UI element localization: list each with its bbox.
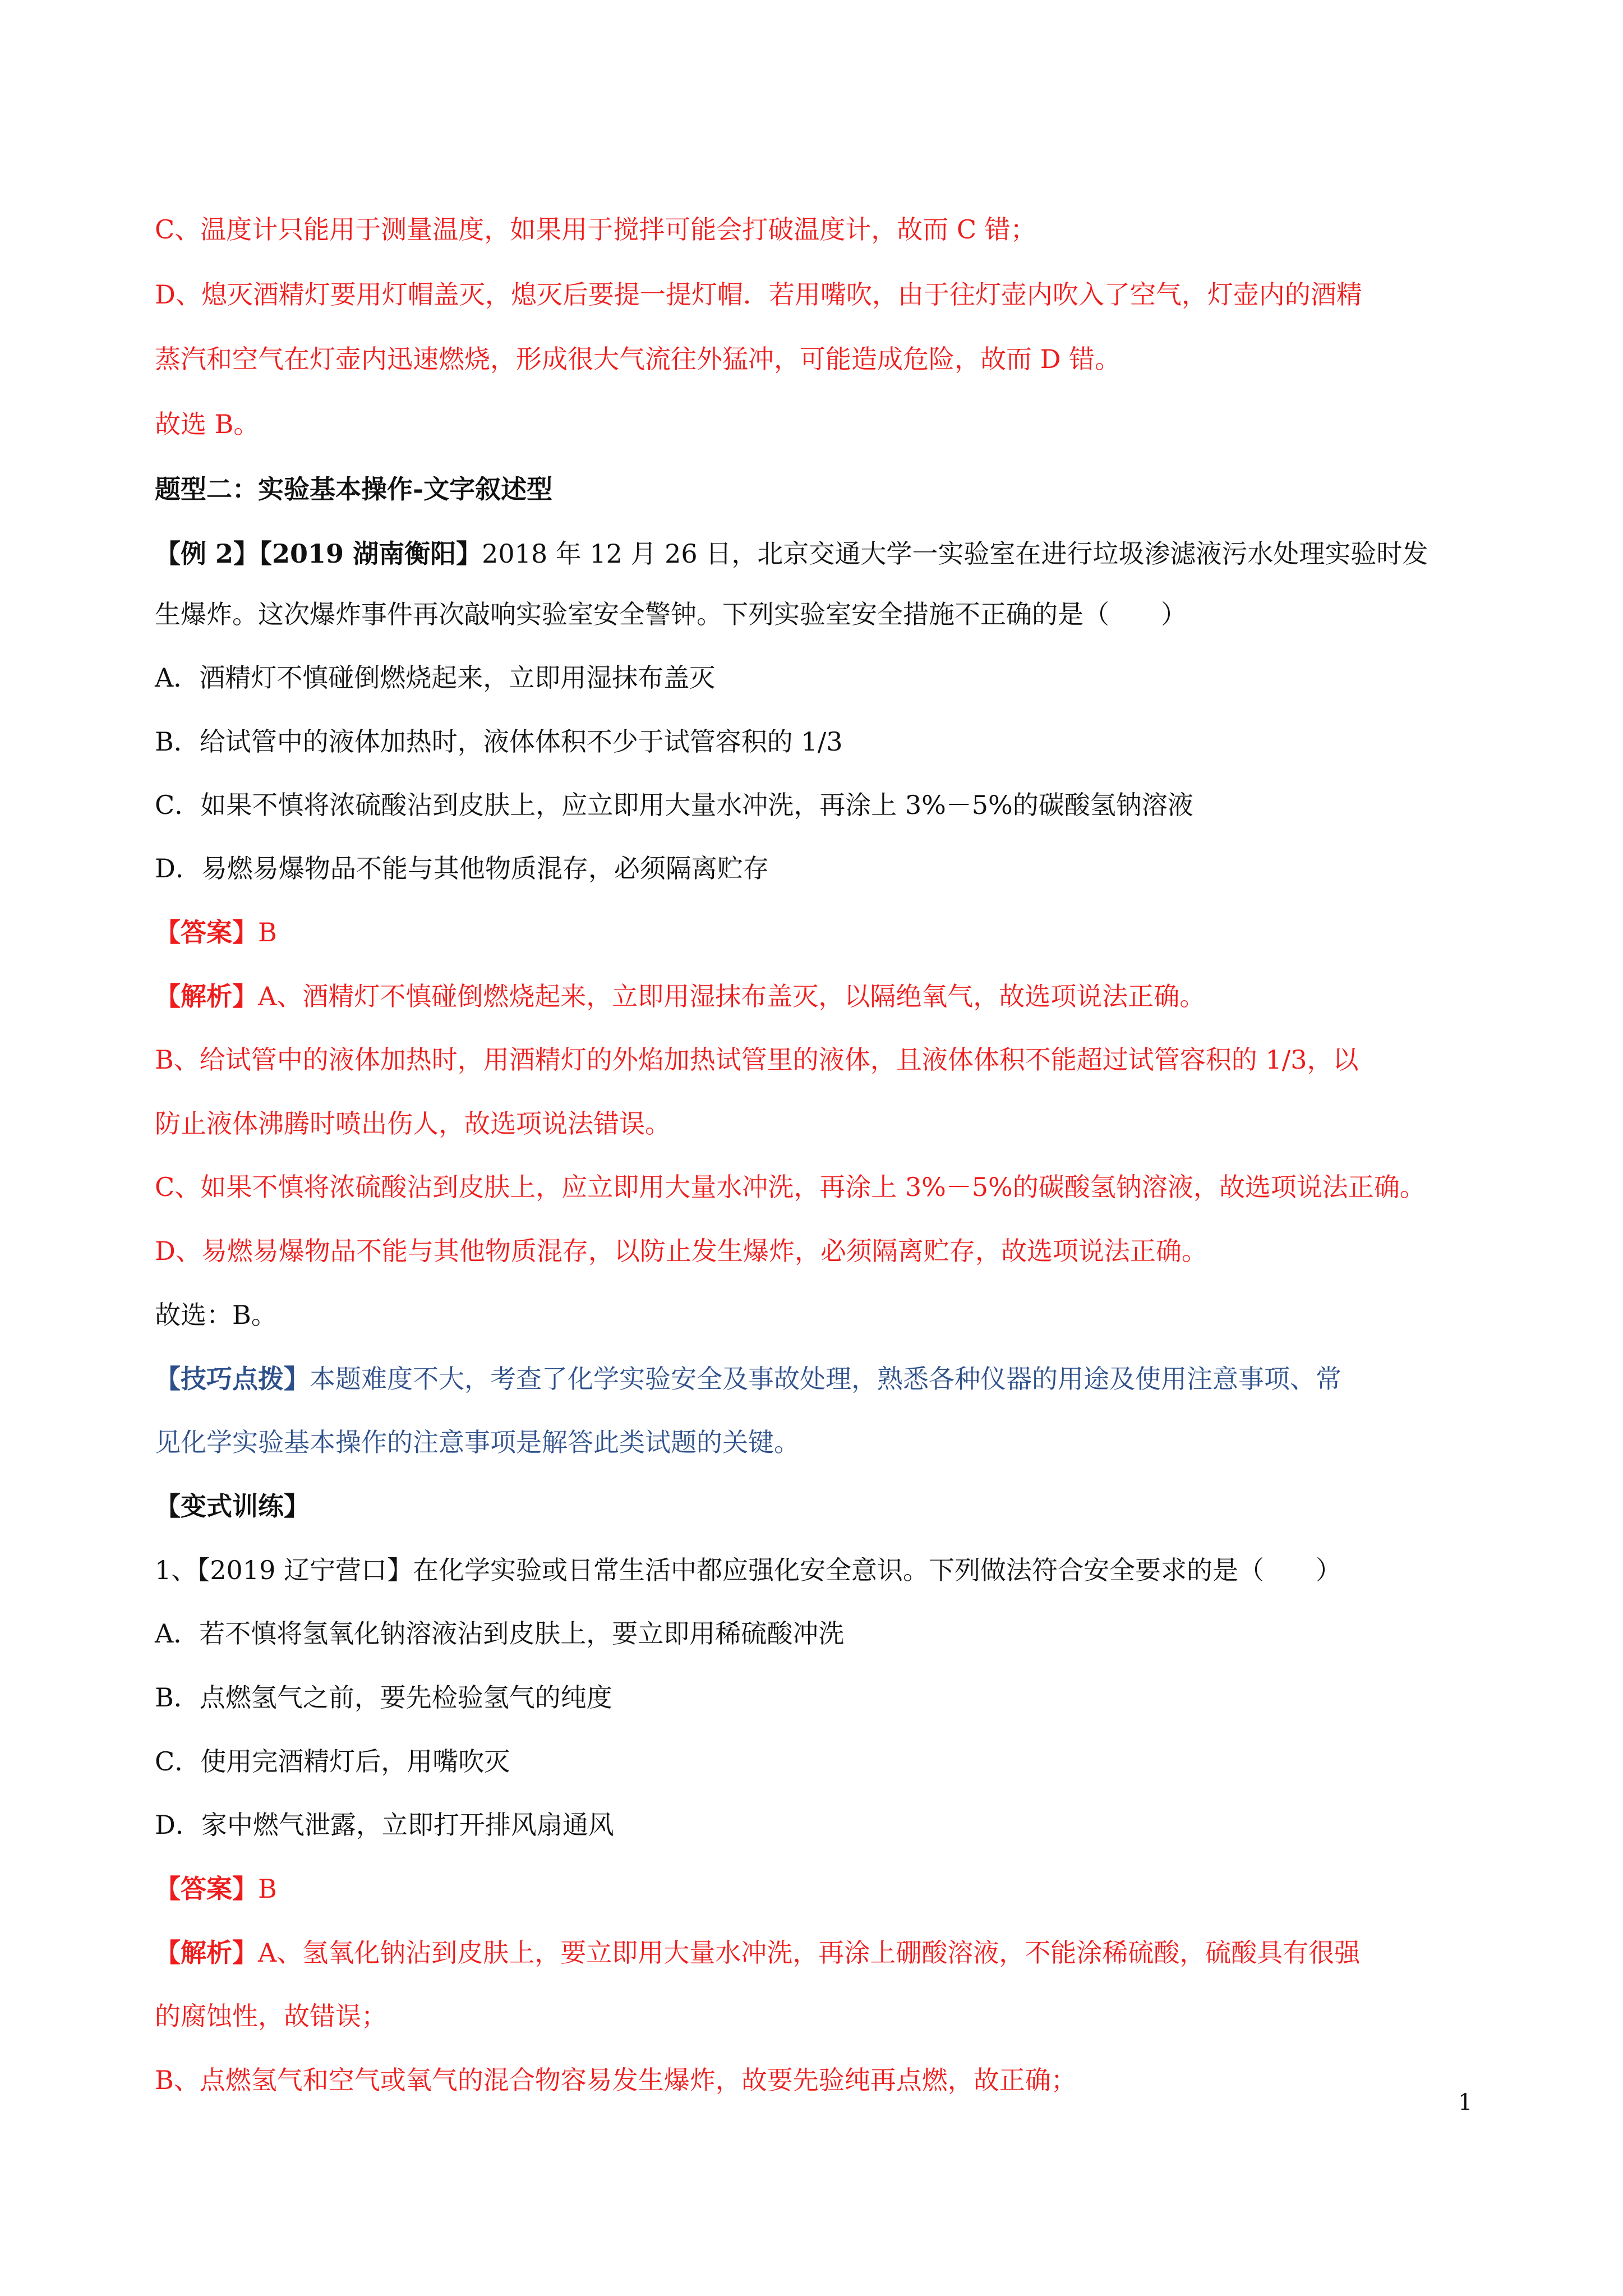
practice-heading: 【变式训练】 bbox=[155, 1491, 310, 1521]
analysis-text: A、酒精灯不慎碰倒燃烧起来，立即用湿抹布盖灭，以隔绝氧气，故选项说法正确。 bbox=[258, 981, 1206, 1011]
tips-line bbox=[155, 1361, 1341, 1396]
practice-option-a: A．若不慎将氢氧化钠溶液沾到皮肤上，要立即用稀硫酸冲洗 bbox=[155, 1618, 845, 1649]
section-heading: 题型二：实验基本操作-文字叙述型 bbox=[155, 474, 553, 504]
answer-value: B bbox=[258, 917, 277, 947]
tips-label: 【技巧点拨】 bbox=[155, 1364, 310, 1394]
analysis-option-d-continued: 蒸汽和空气在灯壶内迅速燃烧，形成很大气流往外猛冲，可能造成危险，故而 D 错。 bbox=[155, 344, 1121, 374]
source-label: 【2019 湖南衡阳】 bbox=[259, 539, 482, 569]
page-number: 1 bbox=[1458, 2090, 1473, 2115]
option-c: C．如果不慎将浓硫酸沾到皮肤上，应立即用大量水冲洗，再涂上 3%－5%的碳酸氢钠溶液 bbox=[155, 790, 1193, 820]
analysis-label: 【解析】 bbox=[155, 1938, 258, 1968]
answer-value: B bbox=[258, 1874, 277, 1904]
example-2-question-continued: 生爆炸。这次爆炸事件再次敲响实验室安全警钟。下列实验室安全措施不正确的是（ ） bbox=[155, 599, 1187, 629]
example-label: 【例 2】 bbox=[155, 539, 260, 569]
analysis-option-d-line: D、熄灭酒精灯要用灯帽盖灭，熄灭后要提一提灯帽．若用嘴吹，由于往灯壶内吹入了空气，灯壶内的酒精 bbox=[155, 279, 1362, 310]
practice-analysis-option-b: B、点燃氢气和空气或氧气的混合物容易发生爆炸，故要先验纯再点燃，故正确； bbox=[155, 2065, 1077, 2095]
tips-text: 本题难度不大，考查了化学实验安全及事故处理，熟悉各种仪器的用途及使用注意事项、常 bbox=[310, 1364, 1341, 1394]
question-text: 2018 年 12 月 26 日，北京交通大学一实验室在进行垃圾渗滤液污水处理实验时发 bbox=[482, 539, 1428, 569]
answer-choice-line: 故选 B。 bbox=[155, 409, 260, 439]
answer-label: 【答案】 bbox=[155, 1874, 258, 1904]
answer-label: 【答案】 bbox=[155, 917, 258, 947]
analysis-option-c: C、如果不慎将浓硫酸沾到皮肤上，应立即用大量水冲洗，再涂上 3%－5%的碳酸氢钠溶液，故选项说法正确。 bbox=[155, 1172, 1426, 1202]
option-b: B．给试管中的液体加热时，液体体积不少于试管容积的 1/3 bbox=[155, 726, 843, 757]
option-d: D．易燃易爆物品不能与其他物质混存，必须隔离贮存 bbox=[155, 853, 769, 884]
practice-analysis-line bbox=[155, 1935, 1360, 1970]
analysis-option-b: B、给试管中的液体加热时，用酒精灯的外焰加热试管里的液体，且液体体积不能超过试管容积的 1/3，以 bbox=[155, 1045, 1359, 1075]
analysis-line bbox=[155, 979, 1205, 1014]
practice-option-c: C．使用完酒精灯后，用嘴吹灭 bbox=[155, 1746, 510, 1777]
practice-option-b: B．点燃氢气之前，要先检验氢气的纯度 bbox=[155, 1682, 612, 1713]
practice-question-1: 1、【2019 辽宁营口】在化学实验或日常生活中都应强化安全意识。下列做法符合安全要求的是（ ） bbox=[155, 1555, 1341, 1585]
option-a: A．酒精灯不慎碰倒燃烧起来，立即用湿抹布盖灭 bbox=[155, 662, 716, 693]
analysis-option-d: D、易燃易爆物品不能与其他物质混存，以防止发生爆炸，必须隔离贮存，故选项说法正确。 bbox=[155, 1236, 1207, 1266]
analysis-option-c-line: C、温度计只能用于测量温度，如果用于搅拌可能会打破温度计，故而 C 错； bbox=[155, 214, 1036, 245]
tips-continued: 见化学实验基本操作的注意事项是解答此类试题的关键。 bbox=[155, 1427, 800, 1457]
final-choice-line: 故选：B。 bbox=[155, 1300, 277, 1330]
practice-analysis-continued: 的腐蚀性，故错误； bbox=[155, 2001, 387, 2031]
analysis-text: A、氢氧化钠沾到皮肤上，要立即用大量水冲洗，再涂上硼酸溶液，不能涂稀硫酸，硫酸具有很强 bbox=[258, 1938, 1361, 1968]
analysis-label: 【解析】 bbox=[155, 981, 258, 1011]
example-2-question bbox=[155, 536, 1428, 571]
answer-line bbox=[155, 915, 277, 950]
practice-option-d: D．家中燃气泄露，立即打开排风扇通风 bbox=[155, 1810, 614, 1840]
practice-answer-line bbox=[155, 1871, 277, 1906]
analysis-option-b-continued: 防止液体沸腾时喷出伤人，故选项说法错误。 bbox=[155, 1108, 671, 1139]
